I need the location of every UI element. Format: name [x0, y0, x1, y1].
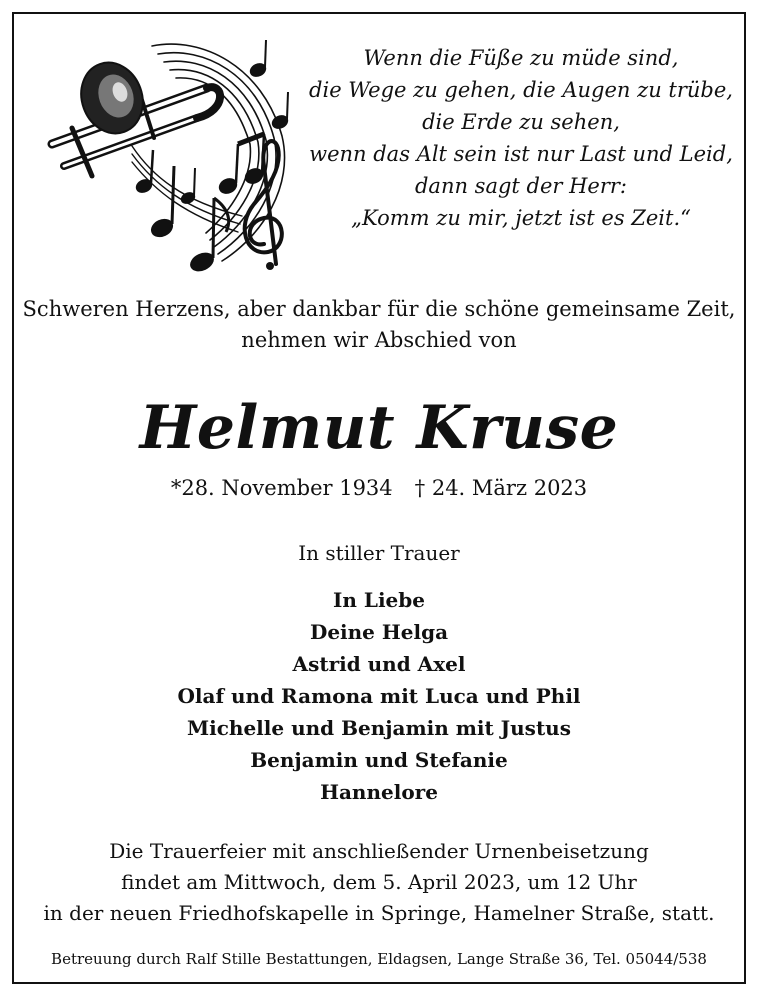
- family-list: [14, 584, 744, 808]
- birth-date: *28. November 1934: [170, 476, 393, 500]
- family-line: In Liebe: [333, 588, 425, 612]
- mourning-label: In stiller Trauer: [298, 541, 460, 565]
- life-dates: [14, 474, 744, 502]
- family-line: Astrid und Axel: [292, 652, 466, 676]
- family-line: Michelle und Benjamin mit Justus: [187, 716, 571, 740]
- poem-line: die Erde zu sehen,: [422, 110, 620, 134]
- death-date: † 24. März 2023: [414, 476, 588, 500]
- poem-line: dann sagt der Herr:: [414, 174, 628, 198]
- ceremony-line: Die Trauerfeier mit anschließender Urnenbeisetzung: [109, 839, 649, 863]
- poem-line: „Komm zu mir, jetzt ist es Zeit.“: [351, 206, 691, 230]
- family-line: Olaf und Ramona mit Luca und Phil: [177, 684, 581, 708]
- poem-line: die Wege zu gehen, die Augen zu trübe,: [309, 78, 733, 102]
- ceremony-line: in der neuen Friedhofskapelle in Springe, Hamelner Straße, statt.: [43, 901, 715, 925]
- family-line: Deine Helga: [309, 620, 449, 644]
- family-line: Benjamin und Stefanie: [250, 748, 508, 772]
- poem-line: Wenn die Füße zu müde sind,: [363, 46, 679, 70]
- intro-line: nehmen wir Abschied von: [241, 328, 517, 352]
- ceremony-line: findet am Mittwoch, dem 5. April 2023, um 12 Uhr: [121, 870, 637, 894]
- poem-line: wenn das Alt sein ist nur Last und Leid,: [309, 142, 733, 166]
- trombone-music-notes-icon: [32, 26, 302, 276]
- ceremony-info: [14, 836, 744, 929]
- family-line: Hannelore: [320, 780, 438, 804]
- obituary-card: [12, 12, 746, 984]
- poem: [304, 42, 738, 234]
- intro-text: [14, 294, 744, 356]
- intro-line: Schweren Herzens, aber dankbar für die schöne gemeinsame Zeit,: [22, 297, 736, 321]
- funeral-home-footer: Betreuung durch Ralf Stille Bestattungen, Eldagsen, Lange Straße 36, Tel. 05044/538: [51, 950, 707, 968]
- deceased-name: Helmut Kruse: [139, 393, 619, 463]
